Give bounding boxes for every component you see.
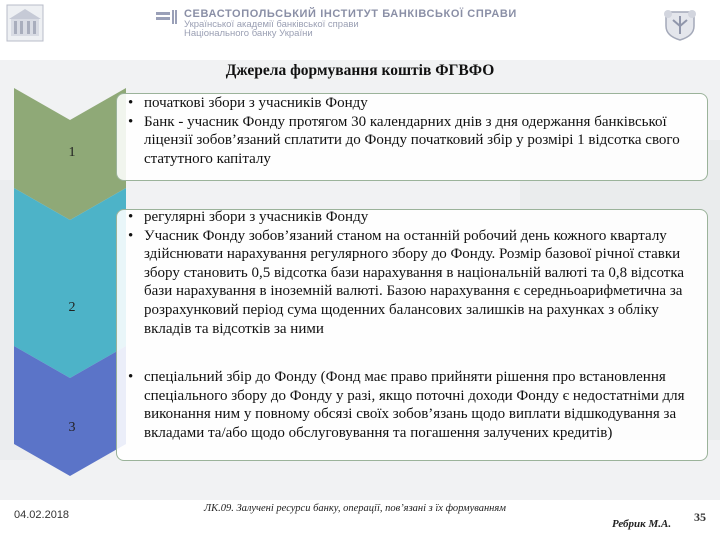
bullet-item: • спеціальний збір до Фонду (Фонд має право прийняти рішення про встановлення спеціального збору до Фонду у разі, якщо поточні доходи Фонду є недостатніми для виконання ним у повному обсязі своїх зобов’язань щодо виплати відшкодування за вкладами та/або щодо обслуговування та погашення залучених кредитів)	[128, 368, 688, 442]
step-1-number: 1	[68, 145, 76, 160]
institute-subtitle-line: Національного банку України	[184, 28, 313, 39]
institute-header	[0, 0, 720, 48]
slide-title: Джерела формування коштів ФГВФО	[225, 62, 495, 79]
bullet-item: • Банк - учасник Фонду протягом 30 календарних днів з дня одержання банківської ліцензії зобов’язаний сплатити до Фонду початковий збір у розмірі 1 відсотка свого статутного капіталу	[128, 113, 698, 169]
coat-of-arms-icon	[660, 6, 700, 42]
institute-subtitle-line: Української академії банківської справи	[184, 19, 359, 30]
step-2-bullet-list	[128, 208, 688, 338]
footer-lecture-title: ЛК.09. Залучені ресурси банку, операції, пов’язані з їх формуванням	[204, 503, 506, 514]
footer-date: 04.02.2018	[14, 509, 70, 521]
bullet-item: • початкові збори з учасників Фонду	[128, 94, 698, 113]
bullet-item: • Учасник Фонду зобов’язаний станом на останній робочий день кожного кварталу здійснювати нарахування регулярного збору до Фонду. Розмір базової річної ставки збору становить 0,5 відсотка бази нарахування в національній валюті та 0,8 відсотка бази нарахування в іноземній валюті. Базою нарахування є середньоарифметична за розрахунковий період сума щоденних балансових залишків на рахунках з обліку вкладів та відсотків за ними	[128, 227, 688, 339]
bullet-item: • регулярні збори з учасників Фонду	[128, 208, 688, 227]
institute-logo-icon	[6, 4, 44, 42]
institute-name: СЕВАСТОПОЛЬСЬКИЙ ІНСТИТУТ БАНКІВСЬКОЇ СПРАВИ	[184, 8, 517, 20]
step-3-bullet-list	[128, 368, 688, 442]
step-3-number: 3	[68, 420, 76, 435]
step-2-number: 2	[68, 300, 76, 315]
page-number: 35	[694, 510, 706, 524]
step-1-bullet-list	[128, 94, 698, 168]
bank-emblem-icon	[156, 10, 178, 24]
footer-author: Ребрик М.А.	[612, 518, 672, 530]
